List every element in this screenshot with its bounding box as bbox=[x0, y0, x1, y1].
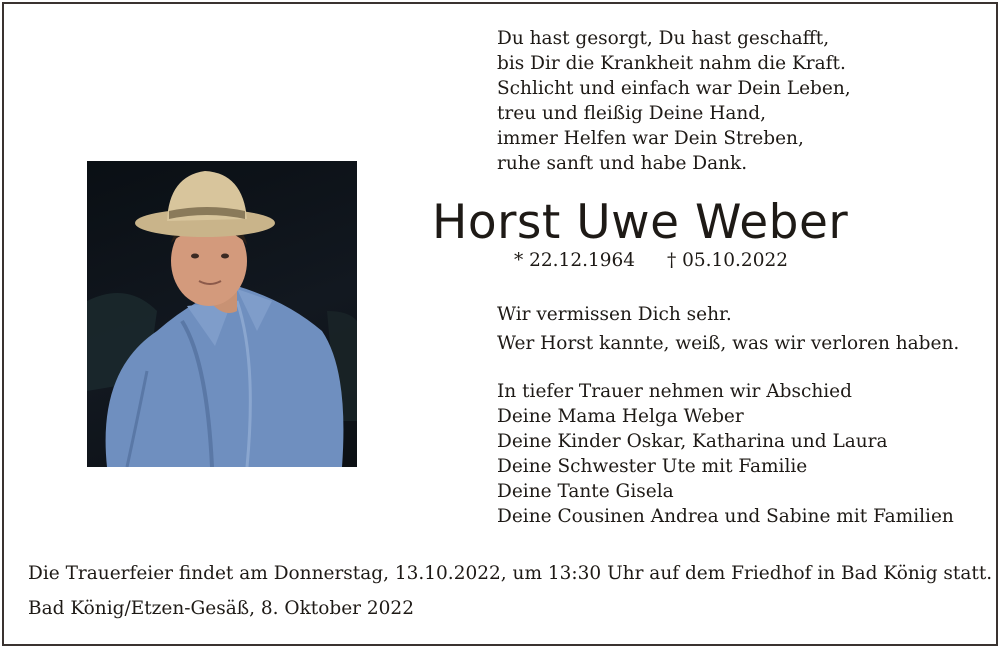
poem-line: treu und fleißig Deine Hand, bbox=[497, 103, 767, 124]
funeral-notice: Die Trauerfeier findet am Donnerstag, 13.10.2022, um 13:30 Uhr auf dem Friedhof in Bad König statt. bbox=[28, 563, 993, 584]
mourner-entry: Deine Cousinen Andrea und Sabine mit Familien bbox=[497, 506, 954, 527]
mourner-entry: Deine Kinder Oskar, Katharina und Laura bbox=[497, 431, 888, 452]
mourners-list bbox=[497, 379, 954, 529]
life-dates bbox=[514, 250, 788, 271]
poem-line: immer Helfen war Dein Streben, bbox=[497, 128, 804, 149]
message-line: Wir vermissen Dich sehr. bbox=[497, 304, 732, 325]
poem-line: bis Dir die Krankheit nahm die Kraft. bbox=[497, 53, 846, 74]
portrait-photo bbox=[87, 161, 357, 467]
place-and-date: Bad König/Etzen-Gesäß, 8. Oktober 2022 bbox=[28, 598, 414, 619]
message-line: Wer Horst kannte, weiß, was wir verloren haben. bbox=[497, 333, 960, 354]
remembrance-message bbox=[497, 302, 959, 356]
poem-line: Du hast gesorgt, Du hast geschafft, bbox=[497, 28, 830, 49]
deceased-name: Horst Uwe Weber bbox=[432, 195, 849, 250]
mourners-intro: In tiefer Trauer nehmen wir Abschied bbox=[497, 381, 852, 402]
mourner-entry: Deine Tante Gisela bbox=[497, 481, 674, 502]
poem-line: Schlicht und einfach war Dein Leben, bbox=[497, 78, 851, 99]
poem-line: ruhe sanft und habe Dank. bbox=[497, 153, 748, 174]
mourner-entry: Deine Mama Helga Weber bbox=[497, 406, 744, 427]
poem bbox=[497, 26, 851, 176]
birth-date: * 22.12.1964 bbox=[514, 250, 636, 271]
death-date: † 05.10.2022 bbox=[666, 250, 789, 271]
mourner-entry: Deine Schwester Ute mit Familie bbox=[497, 456, 808, 477]
